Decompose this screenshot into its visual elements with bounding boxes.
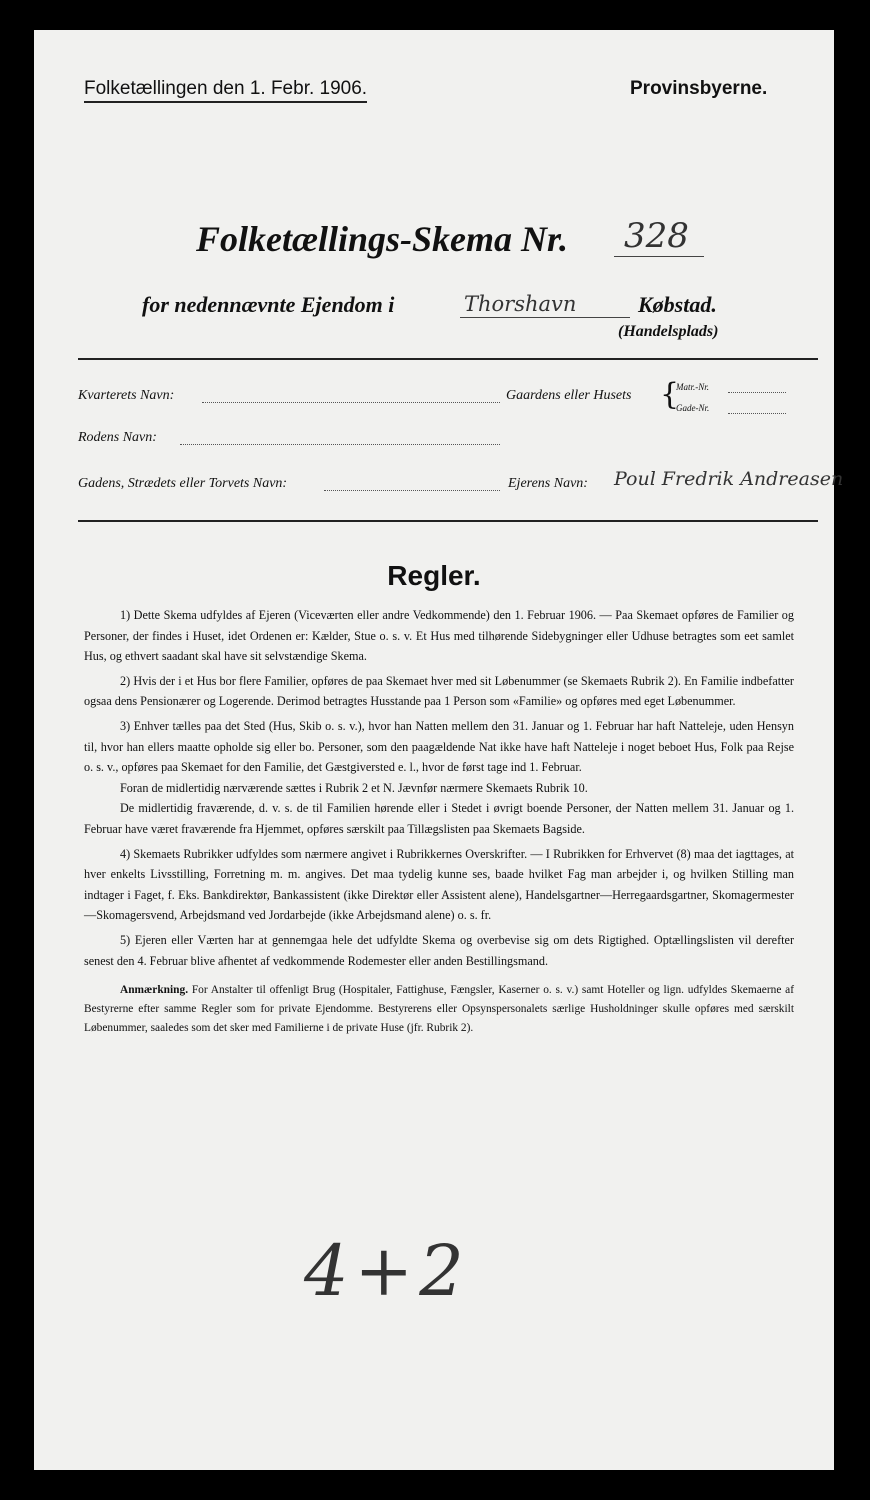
town-type: Købstad. [638, 292, 717, 317]
rule-1: 1) Dette Skema udfyldes af Ejeren (Viceværten eller andre Vedkommende) den 1. Februar 1906. — Paa Skemaet opføres de Familier og Personer, der findes i Huset, idet Ordenen er: Kælder, Stue o. s. v. Et Hus med tilhørende Sidebygninger eller Udhuse betragtes som eet samlet Hus, og ethvert saadant skal have sit selvstændige Skema. [84, 608, 794, 664]
divider-top [78, 358, 818, 360]
town-line [460, 317, 630, 318]
owner-name-handwritten: Poul Fredrik Andreasen [614, 468, 844, 490]
town-handwritten: Thorshavn [464, 292, 577, 316]
gade-field[interactable] [324, 490, 500, 491]
ejer-label: Ejerens Navn: [508, 476, 588, 491]
rule-3: 3) Enhver tælles paa det Sted (Hus, Skib o. s. v.), hvor han Natten mellem den 31. Januar og 1. Februar har haft Natteleje, uden Hensyn til, hvor han ellers maatte opholde sig eller bo. Personer, som den paagældende Nat ikke have haft Natteleje i noget beboet Hus, Folk paa Rejse o. s. v., opføres paa Skemaet for den Familie, det Gæstgiversted e. l., hvor de først tage ind 1. Februar. [84, 718, 794, 775]
remark-text: For Anstalter til offenligt Brug (Hospitaler, Fattighuse, Fængsler, Kaserner o. s. v.) samt Hoteller og lign. udfyldes Skemaerne af Bestyrerne efter samme Regler som for private Ejendomme. Bestyrerens eller Opsynspersonalets særlige Husholdninger skulle opføres med særskilt Løbenummer, saaledes som det sker med Familierne i de private Huse (jfr. Rubrik 2). [84, 984, 794, 1035]
rules-heading: Regler. [387, 560, 481, 591]
bottom-handwritten-note: 4+2 [304, 1230, 470, 1312]
schema-number-handwritten: 328 [624, 216, 689, 256]
brace: { [660, 377, 680, 412]
region-header: Provinsbyerne. [630, 78, 768, 99]
rule-5: 5) Ejeren eller Værten har at gennemgaa hele det udfyldte Skema og overbevise sig om dets Rigtighed. Optællingslisten vil derefter senest den 4. Februar blive afhentet af vedkommende Rodemester eller anden Bestillingsmand. [84, 932, 794, 968]
kvarter-field[interactable] [202, 402, 500, 403]
matr-label: Matr.-Nr. [676, 382, 710, 392]
rule-4: 4) Skemaets Rubrikker udfyldes som nærmere angivet i Rubrikkernes Overskrifter. — I Rubrikken for Erhvervet (8) maa det iagttages, at hver enkelts Livsstilling, Forretning m. m. angives. Det maa tydelig kunne ses, baade hvilket Fag man arbejder i, og hvilken Stilling man indtager i Faget, f. Eks. Bankdirektør, Bankassistent (ikke Direktør eller Assistent alene), Handelsgartner—Herregaardsgartner, Skomagermester—Skomagersvend, Arbejdsmand ved Jordarbejde (ikke Arbejdsmand alene) o. s. fr. [84, 846, 794, 923]
rule-3-temporary-absent: De midlertidig fraværende, d. v. s. de til Familien hørende eller i Stedet i øvrigt boende Personer, der Natten mellem 31. Januar og 1. Februar have været fraværende fra Hjemmet, opføres særskilt paa Tillægslisten paa Skemaets Bagside. [84, 801, 794, 836]
rode-field[interactable] [180, 444, 500, 445]
remark-label: Anmærkning. [120, 984, 189, 997]
rode-label: Rodens Navn: [78, 430, 157, 445]
gaard-label: Gaardens eller Husets [506, 388, 632, 403]
rule-3-temporary-present: Foran de midlertidig nærværende sættes i Rubrik 2 et N. Jævnfør nærmere Skemaets Rubrik 10. [120, 780, 588, 795]
census-date-header: Folketællingen den 1. Febr. 1906. [84, 78, 367, 103]
kvarter-label: Kvarterets Navn: [78, 388, 175, 403]
matr-field[interactable] [728, 392, 786, 393]
number-line [614, 256, 704, 257]
rules-body [84, 605, 794, 1042]
remark [84, 981, 794, 1038]
gade-nr-field[interactable] [728, 413, 786, 414]
gade-label: Gadens, Strædets eller Torvets Navn: [78, 476, 288, 491]
divider-bottom [78, 520, 818, 522]
rule-2: 2) Hvis der i et Hus bor flere Familier, opføres de paa Skemaet hver med sit Løbenummer (se Skemaets Rubrik 2). En Familie indbefatter ogsaa dens Pensionærer og Logerende. Derimod betragtes Husstande paa 1 Person som «Familie» og opføres med eget Løbenummer. [84, 673, 794, 709]
form-title: Folketællings-Skema Nr. [196, 219, 569, 259]
town-type-alt: (Handelsplads) [618, 323, 719, 340]
property-subtitle: for nedennævnte Ejendom i [142, 292, 395, 317]
gade-nr-label: Gade-Nr. [676, 403, 710, 413]
census-form-page [34, 30, 844, 1470]
